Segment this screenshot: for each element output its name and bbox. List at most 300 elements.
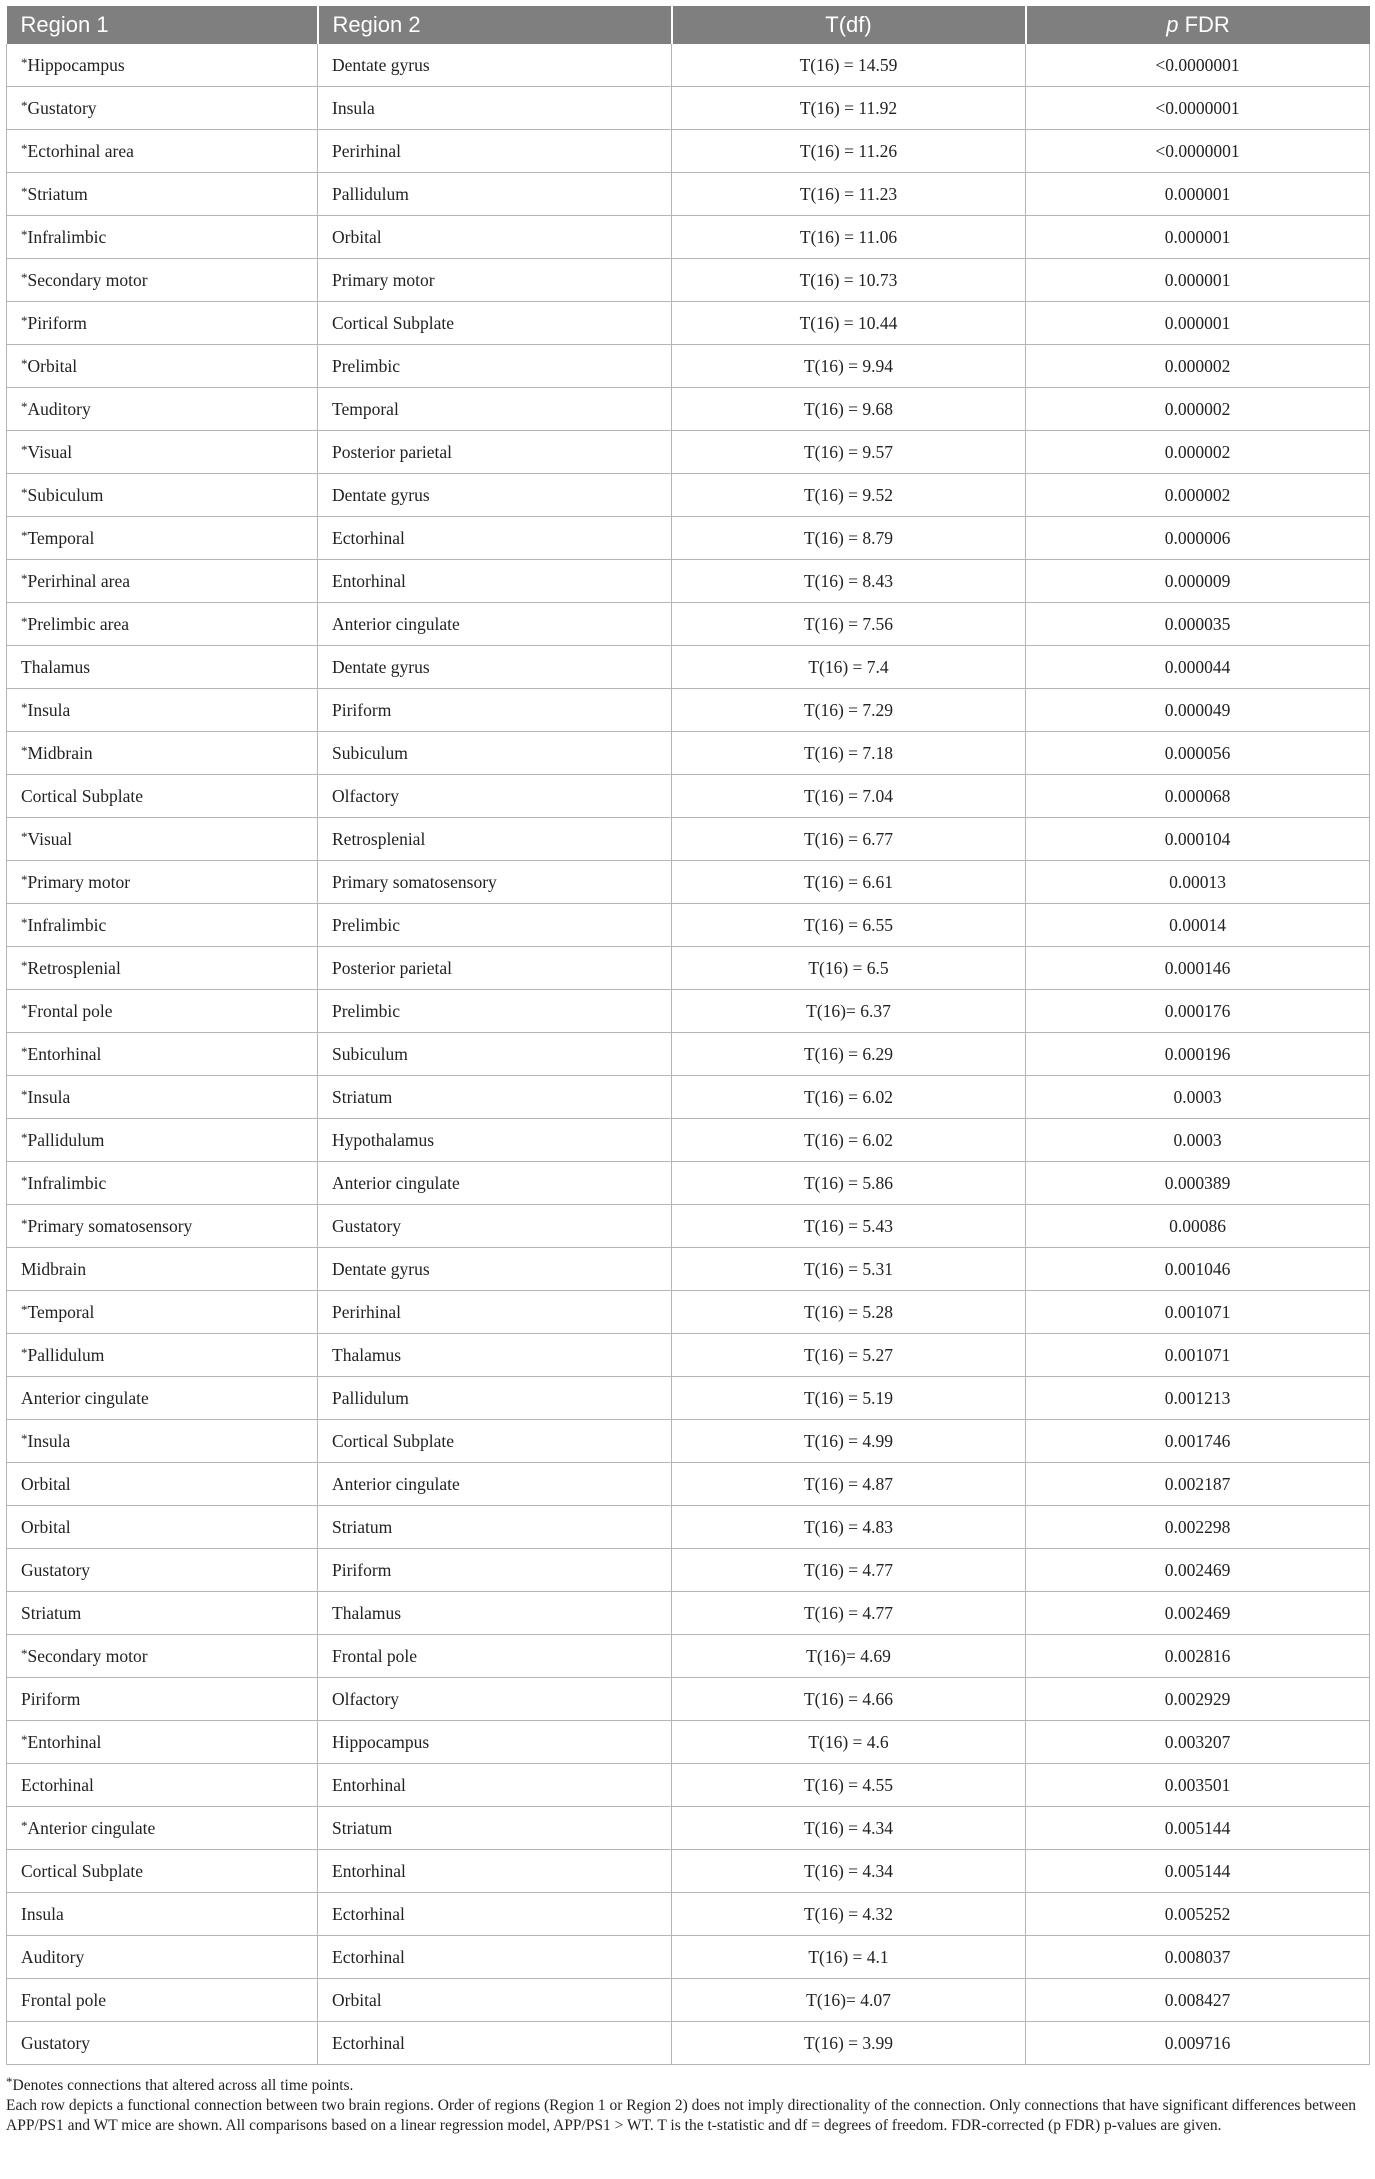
cell-p-fdr: 0.005144	[1026, 1807, 1370, 1850]
cell-region2: Anterior cingulate	[318, 1463, 672, 1506]
table-row	[7, 1592, 1370, 1635]
cell-region2: Posterior parietal	[318, 431, 672, 474]
all-timepoints-marker: *	[21, 871, 28, 887]
table-row	[7, 1936, 1370, 1979]
cell-region1	[7, 1592, 318, 1635]
cell-region2: Frontal pole	[318, 1635, 672, 1678]
cell-p-fdr: 0.005144	[1026, 1850, 1370, 1893]
header-tdf: T(df)	[672, 6, 1026, 44]
table-row	[7, 302, 1370, 345]
region1-name: Retrosplenial	[27, 957, 121, 978]
cell-region1	[7, 1162, 318, 1205]
table-row	[7, 1119, 1370, 1162]
cell-region1	[7, 1893, 318, 1936]
table-row	[7, 1076, 1370, 1119]
region1-name: Frontal pole	[27, 1000, 113, 1021]
table-row	[7, 44, 1370, 87]
cell-p-fdr: 0.000196	[1026, 1033, 1370, 1076]
table-row	[7, 1334, 1370, 1377]
cell-p-fdr: 0.003501	[1026, 1764, 1370, 1807]
cell-region1	[7, 1936, 318, 1979]
cell-p-fdr: 0.000104	[1026, 818, 1370, 861]
cell-region1	[7, 861, 318, 904]
cell-region1	[7, 173, 318, 216]
cell-p-fdr: 0.000044	[1026, 646, 1370, 689]
table-row	[7, 1420, 1370, 1463]
cell-p-fdr: 0.0003	[1026, 1119, 1370, 1162]
cell-p-fdr: 0.000006	[1026, 517, 1370, 560]
cell-region2: Piriform	[318, 689, 672, 732]
region1-name: Piriform	[27, 312, 87, 333]
cell-region2: Retrosplenial	[318, 818, 672, 861]
cell-t-statistic: T(16) = 7.04	[672, 775, 1026, 818]
cell-region2: Dentate gyrus	[318, 474, 672, 517]
table-row	[7, 1635, 1370, 1678]
region1-name: Entorhinal	[27, 1043, 102, 1064]
cell-region2: Temporal	[318, 388, 672, 431]
region1-name: Perirhinal area	[27, 570, 131, 591]
cell-region2: Piriform	[318, 1549, 672, 1592]
all-timepoints-marker: *	[21, 1731, 28, 1747]
table-row	[7, 818, 1370, 861]
cell-t-statistic: T(16) = 5.28	[672, 1291, 1026, 1334]
cell-region2: Insula	[318, 87, 672, 130]
cell-region1	[7, 1850, 318, 1893]
region1-name: Temporal	[27, 527, 95, 548]
cell-t-statistic: T(16) = 14.59	[672, 44, 1026, 87]
region1-name: Orbital	[21, 1473, 71, 1494]
connections-table	[6, 6, 1370, 2065]
cell-region1	[7, 44, 318, 87]
region1-name: Hippocampus	[27, 54, 125, 75]
all-timepoints-marker: *	[21, 1817, 28, 1833]
all-timepoints-marker: *	[21, 1129, 28, 1145]
cell-region1	[7, 732, 318, 775]
cell-p-fdr: 0.0003	[1026, 1076, 1370, 1119]
region1-name: Piriform	[21, 1688, 81, 1709]
cell-p-fdr: 0.000146	[1026, 947, 1370, 990]
all-timepoints-marker: *	[21, 957, 28, 973]
all-timepoints-marker: *	[21, 183, 28, 199]
cell-p-fdr: 0.002816	[1026, 1635, 1370, 1678]
cell-region2: Cortical Subplate	[318, 1420, 672, 1463]
cell-region2: Dentate gyrus	[318, 1248, 672, 1291]
cell-region2: Primary motor	[318, 259, 672, 302]
footnote-description: Each row depicts a functional connection between two brain regions. Order of regions (Region 1 or Region 2) does not imply directionality of the connection. Only connections that have significant differences between APP/PS1 and WT mice are shown. All comparisons based on a linear regression model, APP/PS1 > WT. T is the t-statistic and df = degrees of freedom. FDR-corrected (p FDR) p-values are given.	[6, 2097, 1356, 2134]
table-row	[7, 431, 1370, 474]
all-timepoints-marker: *	[21, 914, 28, 930]
table-row	[7, 87, 1370, 130]
cell-region1	[7, 1033, 318, 1076]
table-row	[7, 689, 1370, 732]
footnote-star-marker: *	[6, 2074, 13, 2089]
cell-region2: Subiculum	[318, 1033, 672, 1076]
cell-region1	[7, 1549, 318, 1592]
footnote-asterisk	[6, 2072, 1369, 2096]
region1-name: Infralimbic	[27, 226, 107, 247]
cell-t-statistic: T(16) = 4.99	[672, 1420, 1026, 1463]
region1-name: Subiculum	[27, 484, 104, 505]
all-timepoints-marker: *	[21, 441, 28, 457]
cell-region1	[7, 1807, 318, 1850]
region1-name: Insula	[27, 699, 71, 720]
cell-region1	[7, 130, 318, 173]
all-timepoints-marker: *	[21, 742, 28, 758]
cell-p-fdr: 0.000002	[1026, 431, 1370, 474]
cell-p-fdr: <0.0000001	[1026, 87, 1370, 130]
table-row	[7, 732, 1370, 775]
all-timepoints-marker: *	[21, 1215, 28, 1231]
cell-t-statistic: T(16) = 4.83	[672, 1506, 1026, 1549]
cell-region2: Entorhinal	[318, 1764, 672, 1807]
cell-p-fdr: 0.000035	[1026, 603, 1370, 646]
region1-name: Anterior cingulate	[21, 1387, 149, 1408]
cell-t-statistic: T(16) = 4.32	[672, 1893, 1026, 1936]
cell-p-fdr: 0.000001	[1026, 259, 1370, 302]
table-row	[7, 1162, 1370, 1205]
cell-region2: Orbital	[318, 1979, 672, 2022]
all-timepoints-marker: *	[21, 1172, 28, 1188]
cell-region2: Primary somatosensory	[318, 861, 672, 904]
cell-region1	[7, 216, 318, 259]
cell-p-fdr: 0.002929	[1026, 1678, 1370, 1721]
table-row	[7, 947, 1370, 990]
cell-region1	[7, 1764, 318, 1807]
cell-t-statistic: T(16)= 4.69	[672, 1635, 1026, 1678]
cell-t-statistic: T(16) = 4.77	[672, 1549, 1026, 1592]
table-row	[7, 216, 1370, 259]
cell-region2: Subiculum	[318, 732, 672, 775]
cell-p-fdr: 0.001046	[1026, 1248, 1370, 1291]
region1-name: Insula	[21, 1903, 64, 1924]
cell-t-statistic: T(16) = 7.18	[672, 732, 1026, 775]
cell-region2: Cortical Subplate	[318, 302, 672, 345]
region1-name: Pallidulum	[27, 1129, 105, 1150]
cell-region2: Dentate gyrus	[318, 44, 672, 87]
all-timepoints-marker: *	[21, 1043, 28, 1059]
cell-region1	[7, 1420, 318, 1463]
table-row	[7, 1893, 1370, 1936]
cell-p-fdr: 0.000002	[1026, 345, 1370, 388]
cell-region2: Hippocampus	[318, 1721, 672, 1764]
region1-name: Temporal	[27, 1301, 95, 1322]
all-timepoints-marker: *	[21, 1086, 28, 1102]
table-row	[7, 1764, 1370, 1807]
table-header	[7, 6, 1370, 44]
region1-name: Visual	[27, 828, 73, 849]
cell-t-statistic: T(16) = 6.02	[672, 1076, 1026, 1119]
table-row	[7, 1678, 1370, 1721]
cell-t-statistic: T(16) = 6.5	[672, 947, 1026, 990]
cell-region1	[7, 1721, 318, 1764]
cell-p-fdr: 0.002469	[1026, 1549, 1370, 1592]
table-row	[7, 1721, 1370, 1764]
cell-region1	[7, 1334, 318, 1377]
cell-region1	[7, 1678, 318, 1721]
cell-region2: Thalamus	[318, 1592, 672, 1635]
cell-p-fdr: 0.003207	[1026, 1721, 1370, 1764]
header-p-fdr	[1026, 6, 1370, 44]
cell-t-statistic: T(16) = 6.77	[672, 818, 1026, 861]
cell-t-statistic: T(16) = 3.99	[672, 2022, 1026, 2065]
region1-name: Prelimbic area	[27, 613, 130, 634]
all-timepoints-marker: *	[21, 828, 28, 844]
cell-region2: Orbital	[318, 216, 672, 259]
table-row	[7, 1979, 1370, 2022]
cell-p-fdr: 0.00013	[1026, 861, 1370, 904]
cell-p-fdr: 0.000001	[1026, 216, 1370, 259]
footnote-asterisk-text: Denotes connections that altered across all time points.	[12, 2077, 354, 2094]
cell-t-statistic: T(16) = 6.55	[672, 904, 1026, 947]
cell-p-fdr: <0.0000001	[1026, 130, 1370, 173]
cell-region2: Hypothalamus	[318, 1119, 672, 1162]
region1-name: Orbital	[21, 1516, 71, 1537]
cell-region2: Ectorhinal	[318, 1893, 672, 1936]
cell-region2: Striatum	[318, 1076, 672, 1119]
all-timepoints-marker: *	[21, 484, 28, 500]
table-row	[7, 775, 1370, 818]
region1-name: Auditory	[27, 398, 91, 419]
cell-p-fdr: 0.00086	[1026, 1205, 1370, 1248]
cell-p-fdr: 0.001213	[1026, 1377, 1370, 1420]
cell-t-statistic: T(16) = 9.68	[672, 388, 1026, 431]
table-row	[7, 173, 1370, 216]
all-timepoints-marker: *	[21, 269, 28, 285]
cell-t-statistic: T(16) = 11.26	[672, 130, 1026, 173]
cell-p-fdr: 0.000389	[1026, 1162, 1370, 1205]
cell-p-fdr: 0.008427	[1026, 1979, 1370, 2022]
cell-region1	[7, 818, 318, 861]
region1-name: Ectorhinal	[21, 1774, 94, 1795]
header-fdr-text: FDR	[1178, 12, 1230, 37]
cell-region1	[7, 1377, 318, 1420]
cell-p-fdr: 0.001746	[1026, 1420, 1370, 1463]
cell-p-fdr: 0.000001	[1026, 173, 1370, 216]
cell-p-fdr: 0.001071	[1026, 1291, 1370, 1334]
table-row	[7, 1506, 1370, 1549]
cell-p-fdr: 0.008037	[1026, 1936, 1370, 1979]
cell-region2: Anterior cingulate	[318, 603, 672, 646]
cell-p-fdr: 0.000009	[1026, 560, 1370, 603]
region1-name: Auditory	[21, 1946, 85, 1967]
region1-name: Primary somatosensory	[27, 1215, 193, 1236]
cell-t-statistic: T(16) = 5.19	[672, 1377, 1026, 1420]
region1-name: Anterior cingulate	[27, 1817, 156, 1838]
cell-region1	[7, 1979, 318, 2022]
cell-region2: Ectorhinal	[318, 517, 672, 560]
cell-t-statistic: T(16) = 4.34	[672, 1807, 1026, 1850]
region1-name: Cortical Subplate	[21, 785, 143, 806]
cell-t-statistic: T(16) = 10.73	[672, 259, 1026, 302]
cell-p-fdr: 0.001071	[1026, 1334, 1370, 1377]
cell-region2: Perirhinal	[318, 1291, 672, 1334]
cell-region1	[7, 1119, 318, 1162]
region1-name: Cortical Subplate	[21, 1860, 143, 1881]
cell-region2: Ectorhinal	[318, 2022, 672, 2065]
cell-t-statistic: T(16) = 9.94	[672, 345, 1026, 388]
cell-t-statistic: T(16) = 11.06	[672, 216, 1026, 259]
cell-region1	[7, 517, 318, 560]
table-row	[7, 345, 1370, 388]
results-table-container	[6, 6, 1369, 2065]
cell-t-statistic: T(16) = 5.27	[672, 1334, 1026, 1377]
cell-region1	[7, 775, 318, 818]
cell-region1	[7, 560, 318, 603]
table-row	[7, 1850, 1370, 1893]
cell-region1	[7, 302, 318, 345]
cell-region1	[7, 1506, 318, 1549]
header-row	[7, 6, 1370, 44]
table-row	[7, 388, 1370, 431]
cell-p-fdr: 0.000176	[1026, 990, 1370, 1033]
region1-name: Infralimbic	[27, 914, 107, 935]
region1-name: Gustatory	[21, 1559, 91, 1580]
table-row	[7, 560, 1370, 603]
cell-p-fdr: 0.00014	[1026, 904, 1370, 947]
region1-name: Orbital	[27, 355, 78, 376]
cell-region1	[7, 474, 318, 517]
cell-p-fdr: 0.000002	[1026, 474, 1370, 517]
table-footnotes	[6, 2072, 1369, 2136]
cell-region2: Prelimbic	[318, 990, 672, 1033]
cell-p-fdr: 0.000056	[1026, 732, 1370, 775]
cell-t-statistic: T(16) = 7.29	[672, 689, 1026, 732]
table-body	[7, 44, 1370, 2065]
region1-name: Striatum	[27, 183, 88, 204]
cell-t-statistic: T(16) = 6.29	[672, 1033, 1026, 1076]
cell-region1	[7, 431, 318, 474]
region1-name: Ectorhinal area	[27, 140, 134, 161]
cell-p-fdr: 0.002469	[1026, 1592, 1370, 1635]
all-timepoints-marker: *	[21, 527, 28, 543]
cell-region1	[7, 388, 318, 431]
cell-p-fdr: 0.000049	[1026, 689, 1370, 732]
all-timepoints-marker: *	[21, 1430, 28, 1446]
cell-t-statistic: T(16) = 7.4	[672, 646, 1026, 689]
region1-name: Secondary motor	[27, 1645, 148, 1666]
all-timepoints-marker: *	[21, 355, 28, 371]
header-p-italic: p	[1166, 12, 1179, 37]
table-row	[7, 1463, 1370, 1506]
cell-p-fdr: 0.000068	[1026, 775, 1370, 818]
cell-region2: Striatum	[318, 1506, 672, 1549]
cell-region2: Entorhinal	[318, 1850, 672, 1893]
cell-region1	[7, 87, 318, 130]
cell-t-statistic: T(16) = 4.77	[672, 1592, 1026, 1635]
table-row	[7, 603, 1370, 646]
cell-region1	[7, 904, 318, 947]
cell-t-statistic: T(16) = 4.1	[672, 1936, 1026, 1979]
cell-t-statistic: T(16) = 4.55	[672, 1764, 1026, 1807]
region1-name: Visual	[27, 441, 73, 462]
cell-t-statistic: T(16) = 10.44	[672, 302, 1026, 345]
region1-name: Infralimbic	[27, 1172, 107, 1193]
all-timepoints-marker: *	[21, 226, 28, 242]
cell-region2: Olfactory	[318, 1678, 672, 1721]
cell-t-statistic: T(16) = 11.23	[672, 173, 1026, 216]
cell-p-fdr: 0.002298	[1026, 1506, 1370, 1549]
table-row	[7, 1549, 1370, 1592]
table-row	[7, 130, 1370, 173]
cell-t-statistic: T(16) = 9.57	[672, 431, 1026, 474]
region1-name: Insula	[27, 1086, 71, 1107]
cell-region2: Anterior cingulate	[318, 1162, 672, 1205]
cell-region1	[7, 259, 318, 302]
cell-region1	[7, 990, 318, 1033]
table-row	[7, 1807, 1370, 1850]
cell-region2: Prelimbic	[318, 904, 672, 947]
all-timepoints-marker: *	[21, 1645, 28, 1661]
table-row	[7, 1377, 1370, 1420]
region1-name: Entorhinal	[27, 1731, 102, 1752]
cell-region2: Ectorhinal	[318, 1936, 672, 1979]
cell-region2: Perirhinal	[318, 130, 672, 173]
cell-t-statistic: T(16) = 5.43	[672, 1205, 1026, 1248]
all-timepoints-marker: *	[21, 1301, 28, 1317]
cell-region1	[7, 1463, 318, 1506]
table-row	[7, 990, 1370, 1033]
table-row	[7, 1033, 1370, 1076]
region1-name: Frontal pole	[21, 1989, 107, 2010]
table-row	[7, 259, 1370, 302]
cell-region1	[7, 1291, 318, 1334]
cell-region2: Pallidulum	[318, 173, 672, 216]
cell-p-fdr: 0.005252	[1026, 1893, 1370, 1936]
cell-region2: Olfactory	[318, 775, 672, 818]
cell-t-statistic: T(16) = 8.79	[672, 517, 1026, 560]
all-timepoints-marker: *	[21, 97, 28, 113]
cell-t-statistic: T(16) = 6.02	[672, 1119, 1026, 1162]
region1-name: Gustatory	[27, 97, 97, 118]
cell-t-statistic: T(16) = 4.34	[672, 1850, 1026, 1893]
all-timepoints-marker: *	[21, 570, 28, 586]
cell-t-statistic: T(16) = 5.86	[672, 1162, 1026, 1205]
cell-region2: Dentate gyrus	[318, 646, 672, 689]
cell-t-statistic: T(16) = 8.43	[672, 560, 1026, 603]
region1-name: Midbrain	[27, 742, 93, 763]
all-timepoints-marker: *	[21, 312, 28, 328]
all-timepoints-marker: *	[21, 140, 28, 156]
cell-region2: Entorhinal	[318, 560, 672, 603]
table-row	[7, 517, 1370, 560]
cell-p-fdr: 0.000001	[1026, 302, 1370, 345]
all-timepoints-marker: *	[21, 1000, 28, 1016]
table-row	[7, 1291, 1370, 1334]
all-timepoints-marker: *	[21, 613, 28, 629]
header-region2: Region 2	[318, 6, 672, 44]
cell-p-fdr: 0.000002	[1026, 388, 1370, 431]
cell-region2: Pallidulum	[318, 1377, 672, 1420]
table-row	[7, 474, 1370, 517]
cell-region1	[7, 646, 318, 689]
region1-name: Primary motor	[27, 871, 131, 892]
table-row	[7, 1248, 1370, 1291]
cell-region1	[7, 1635, 318, 1678]
cell-region2: Posterior parietal	[318, 947, 672, 990]
region1-name: Gustatory	[21, 2032, 91, 2053]
region1-name: Striatum	[21, 1602, 82, 1623]
cell-t-statistic: T(16) = 4.66	[672, 1678, 1026, 1721]
cell-t-statistic: T(16) = 4.6	[672, 1721, 1026, 1764]
cell-region1	[7, 1076, 318, 1119]
table-row	[7, 646, 1370, 689]
cell-region2: Thalamus	[318, 1334, 672, 1377]
table-row	[7, 861, 1370, 904]
table-row	[7, 1205, 1370, 1248]
cell-region1	[7, 1248, 318, 1291]
region1-name: Pallidulum	[27, 1344, 105, 1365]
region1-name: Thalamus	[21, 656, 91, 677]
